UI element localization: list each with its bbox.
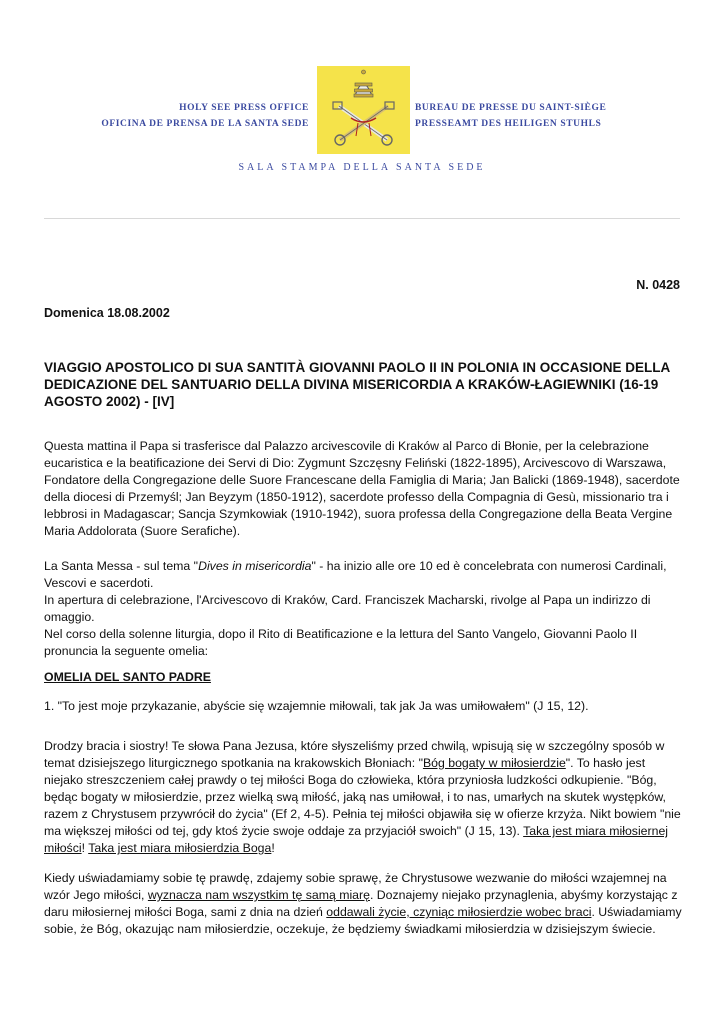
link-oddawali-zycie[interactable]: oddawali życie, czyniąc miłosierdzie wobec braci [326, 905, 592, 919]
paragraph-homily-1 [44, 698, 684, 715]
link-miara-milosci[interactable]: Taka jest miara miłosiernej miłości [44, 824, 669, 855]
paragraph-6-d: ! [271, 841, 275, 855]
link-bog-bogaty[interactable]: Bóg bogaty w miłosierdzie [422, 756, 566, 770]
header-left [101, 100, 309, 132]
paragraph-6-a: Drodzy bracia i siostry! Te słowa Pana Jezusa, które słyszeliśmy przed chwilą, wpisują się w szczególny sposób w temat dzisiejszego liturgicznego spotkania na krakowskich Błoniach: " [44, 739, 665, 770]
paragraph-2-a: La Santa Messa - sul tema " [44, 559, 199, 573]
header-subtitle: SALA STAMPA DELLA SANTA SEDE [238, 162, 486, 173]
paragraph-3: In apertura di celebrazione, l'Arcivescovo di Kraków, Card. Franciszek Macharski, rivolge al Papa un indirizzo di omaggio. [44, 593, 651, 624]
paragraph-2-b: " - ha inizio alle ore 10 ed è concelebrata con numerosi Cardinali, Vescovi e sacerdoti. [44, 559, 667, 590]
link-ta-sama-miara[interactable]: wyznacza nam wszystkim tę samą miarę [147, 888, 370, 902]
homily-heading: OMELIA DEL SANTO PADRE [44, 670, 211, 684]
paragraph-1: Questa mattina il Papa si trasferisce dal Palazzo arcivescovile di Kraków al Parco di Błonie, per la celebrazione eucaristica e la beatificazione dei Servi di Dio: Zygmunt Szczęsny Feliński (1822-1895), Arcivescovo di Warszawa, Fondatore della Congregazione delle Suore Francescane della Famiglia di Maria; Jan Balicki (1869-1948), sacerdote della diocesi di Przemyśl; Jan Beyzym (1850-1912), sacerdote professo della Compagnia di Gesù, missionario tra i lebbrosi in Madagascar; Sancja Szymkowiak (1910-1942), suora professa della Congregazione della Beata Vergine Maria Addolorata (Suore Serafiche). [44, 439, 680, 538]
link-miara-milosierdzia[interactable]: Taka jest miara miłosierdzia Boga [88, 841, 272, 855]
paragraph-mass [44, 558, 684, 660]
header-left-line2: OFICINA DE PRENSA DE LA SANTA SEDE [101, 119, 309, 129]
paragraph-homily-2 [44, 738, 684, 857]
header-left-line1: HOLY SEE PRESS OFFICE [179, 103, 309, 113]
paragraph-6-c: ! [81, 841, 89, 855]
header-right [415, 100, 606, 132]
header-divider [44, 218, 680, 219]
header-right-line2: PRESSEAMT DES HEILIGEN STUHLS [415, 119, 602, 129]
paragraph-7-c: . Uświadamiamy sobie, że Bóg, okazując nam miłosierdzie, oczekuje, że będziemy świadkami miłosierdzia w dzisiejszym świecie. [44, 905, 682, 936]
paragraph-7 [44, 870, 684, 938]
paragraph-7-b: . Doznajemy niejako przynaglenia, abyśmy korzystając z daru miłosiernej miłości Boga, sami z dnia na dzień [44, 888, 678, 919]
paragraph-homily-3 [44, 870, 684, 938]
page-title: VIAGGIO APOSTOLICO DI SUA SANTITÀ GIOVANNI PAOLO II IN POLONIA IN OCCASIONE DELLA DEDICAZIONE DEL SANTUARIO DELLA DIVINA MISERICORDIA A KRAKÓW-ŁAGIEWNIKI (16-19 AGOSTO 2002) - [IV] [44, 360, 670, 409]
header-right-line1: BUREAU DE PRESSE DU SAINT-SIÈGE [415, 103, 607, 113]
paragraph-6-b: ". To hasło jest niejako streszczeniem całej prawdy o tej miłości Boga do człowieka, która przyniosła ludzkości odkupienie. "Bóg, będąc bogaty w miłosierdzie, przez wielką swą miłość, jaką nas umiłował, i to nas, umarłych na skutek występków, razem z Chrystusem przywrócił do życia" (Ef 2, 4-5). Pełnia tej miłości objawiła się w ofierze krzyża. Nikt bowiem "nie ma większej miłości od tej, gdy ktoś życie swoje oddaje za przyjaciół swoich" (J 15, 13). [44, 756, 681, 838]
holy-see-emblem-icon [317, 66, 410, 154]
bulletin-number: N. 0428 [636, 278, 680, 292]
paragraph-7-a: Kiedy uświadamiamy sobie tę prawdę, zdajemy sobie sprawę, że Chrystusowe wezwanie do miłości wzajemnej na wzór Jego miłości, [44, 871, 667, 902]
paragraph-6 [44, 738, 684, 857]
paragraph-4: Nel corso della solenne liturgia, dopo il Rito di Beatificazione e la lettura del Santo Vangelo, Giovanni Paolo II pronuncia la seguente omelia: [44, 627, 638, 658]
paragraph-2-italic: Dives in misericordia [198, 559, 312, 573]
paragraph-5: 1. "To jest moje przykazanie, abyście się wzajemnie miłowali, tak jak Ja was umiłowałem" (J 15, 12). [44, 699, 589, 713]
paragraph-intro [44, 438, 684, 540]
paragraph-2 [44, 558, 684, 592]
bulletin-date: Domenica 18.08.2002 [44, 306, 170, 320]
